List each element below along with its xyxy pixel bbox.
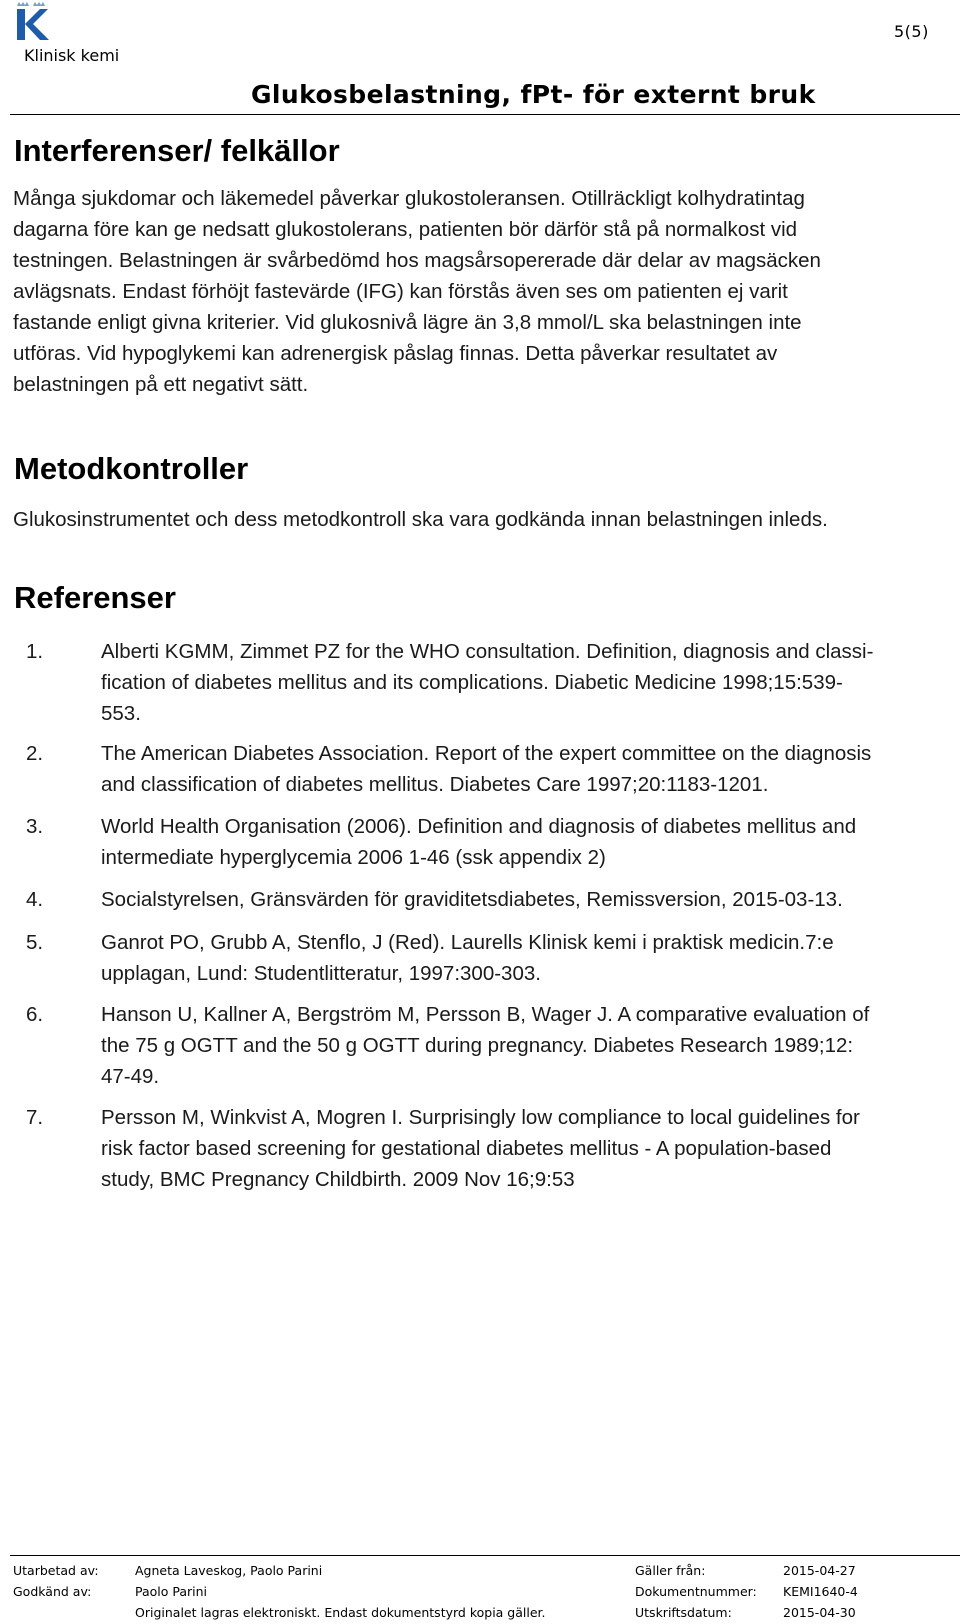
paragraph-line: utföras. Vid hypoglykemi kan adrenergisk påslag finnas. Detta påverkar resultatet av <box>13 342 778 365</box>
footer-prepared-value: Agneta Laveskog, Paolo Parini <box>135 1563 323 1578</box>
reference-number: 7. <box>26 1106 44 1129</box>
reference-line: 553. <box>101 702 141 725</box>
reference-number: 4. <box>26 888 44 911</box>
reference-line: The American Diabetes Association. Report of the expert committee on the diagnosis <box>101 742 872 765</box>
reference-line: and classification of diabetes mellitus. Diabetes Care 1997;20:1183-1201. <box>101 773 769 796</box>
interference-heading: Interferenser/ felkällor <box>14 133 340 168</box>
reference-number: 2. <box>26 742 44 765</box>
reference-line: World Health Organisation (2006). Definition and diagnosis of diabetes mellitus and <box>101 815 857 838</box>
reference-text <box>101 884 957 915</box>
paragraph-line: dagarna före kan ge nedsatt glukostolerans, patienten bör därför stå på normalkost vid <box>13 218 798 241</box>
org-name: Klinisk kemi <box>24 46 120 65</box>
footer-valid-from-label: Gäller från: <box>635 1563 706 1578</box>
reference-text <box>101 738 957 800</box>
reference-line: Ganrot PO, Grubb A, Stenflo, J (Red). Laurells Klinisk kemi i praktisk medicin.7:e <box>101 931 834 954</box>
interference-paragraph <box>13 183 943 400</box>
paragraph-line: avlägsnats. Endast förhöjt fastevärde (IFG) kan förstås även ses om patienten ej varit <box>13 280 788 303</box>
footer-divider <box>10 1555 960 1556</box>
reference-line: Socialstyrelsen, Gränsvärden för graviditetsdiabetes, Remissversion, 2015-03-13. <box>101 888 843 911</box>
reference-text <box>101 636 957 729</box>
reference-line: risk factor based screening for gestational diabetes mellitus - A population-based <box>101 1137 832 1160</box>
method-control-text: Glukosinstrumentet och dess metodkontroll ska vara godkända innan belastningen inleds. <box>13 508 828 531</box>
header-divider <box>10 114 960 115</box>
paragraph-line: Många sjukdomar och läkemedel påverkar glukostoleransen. Otillräckligt kolhydratintag <box>13 187 805 210</box>
crown-k-logo-icon <box>14 0 50 42</box>
reference-text <box>101 927 957 989</box>
footer-valid-from-value: 2015-04-27 <box>783 1563 856 1578</box>
references-heading: Referenser <box>14 580 176 615</box>
reference-number: 5. <box>26 931 44 954</box>
paragraph-line: fastande enligt givna kriterier. Vid glukosnivå lägre än 3,8 mmol/L ska belastningen inte <box>13 311 802 334</box>
reference-line: the 75 g OGTT and the 50 g OGTT during pregnancy. Diabetes Research 1989;12: <box>101 1034 854 1057</box>
footer-print-date-value: 2015-04-30 <box>783 1605 856 1620</box>
reference-line: Persson M, Winkvist A, Mogren I. Surprisingly low compliance to local guidelines for <box>101 1106 860 1129</box>
klinisk-kemi-logo <box>14 0 50 42</box>
reference-line: fication of diabetes mellitus and its complications. Diabetic Medicine 1998;15:539- <box>101 671 843 694</box>
reference-text <box>101 999 957 1092</box>
reference-number: 6. <box>26 1003 44 1026</box>
footer-doc-number-label: Dokumentnummer: <box>635 1584 757 1599</box>
reference-line: intermediate hyperglycemia 2006 1-46 (ssk appendix 2) <box>101 846 606 869</box>
footer-prepared-label: Utarbetad av: <box>13 1563 99 1578</box>
paragraph-line: belastningen på ett negativt sätt. <box>13 373 309 396</box>
document-title: Glukosbelastning, fPt- för externt bruk <box>251 80 816 109</box>
reference-number: 3. <box>26 815 44 838</box>
footer-doc-number-value: KEMI1640-4 <box>783 1584 858 1599</box>
reference-line: Alberti KGMM, Zimmet PZ for the WHO consultation. Definition, diagnosis and classi- <box>101 640 874 663</box>
paragraph-line: testningen. Belastningen är svårbedömd hos magsårsopererade där delar av magsäcken <box>13 249 821 272</box>
reference-line: study, BMC Pregnancy Childbirth. 2009 Nov 16;9:53 <box>101 1168 575 1191</box>
reference-line: 47-49. <box>101 1065 160 1088</box>
footer-approved-value: Paolo Parini <box>135 1584 208 1599</box>
reference-text <box>101 1102 957 1195</box>
reference-number: 1. <box>26 640 44 663</box>
reference-line: Hanson U, Kallner A, Bergström M, Persson B, Wager J. A comparative evaluation of <box>101 1003 870 1026</box>
page-number: 5(5) <box>894 22 929 41</box>
method-control-heading: Metodkontroller <box>14 451 249 486</box>
reference-text <box>101 811 957 873</box>
footer-print-date-label: Utskriftsdatum: <box>635 1605 732 1620</box>
footer-approved-label: Godkänd av: <box>13 1584 92 1599</box>
footer-storage-note: Originalet lagras elektroniskt. Endast dokumentstyrd kopia gäller. <box>135 1605 546 1620</box>
reference-line: upplagan, Lund: Studentlitteratur, 1997:300-303. <box>101 962 541 985</box>
